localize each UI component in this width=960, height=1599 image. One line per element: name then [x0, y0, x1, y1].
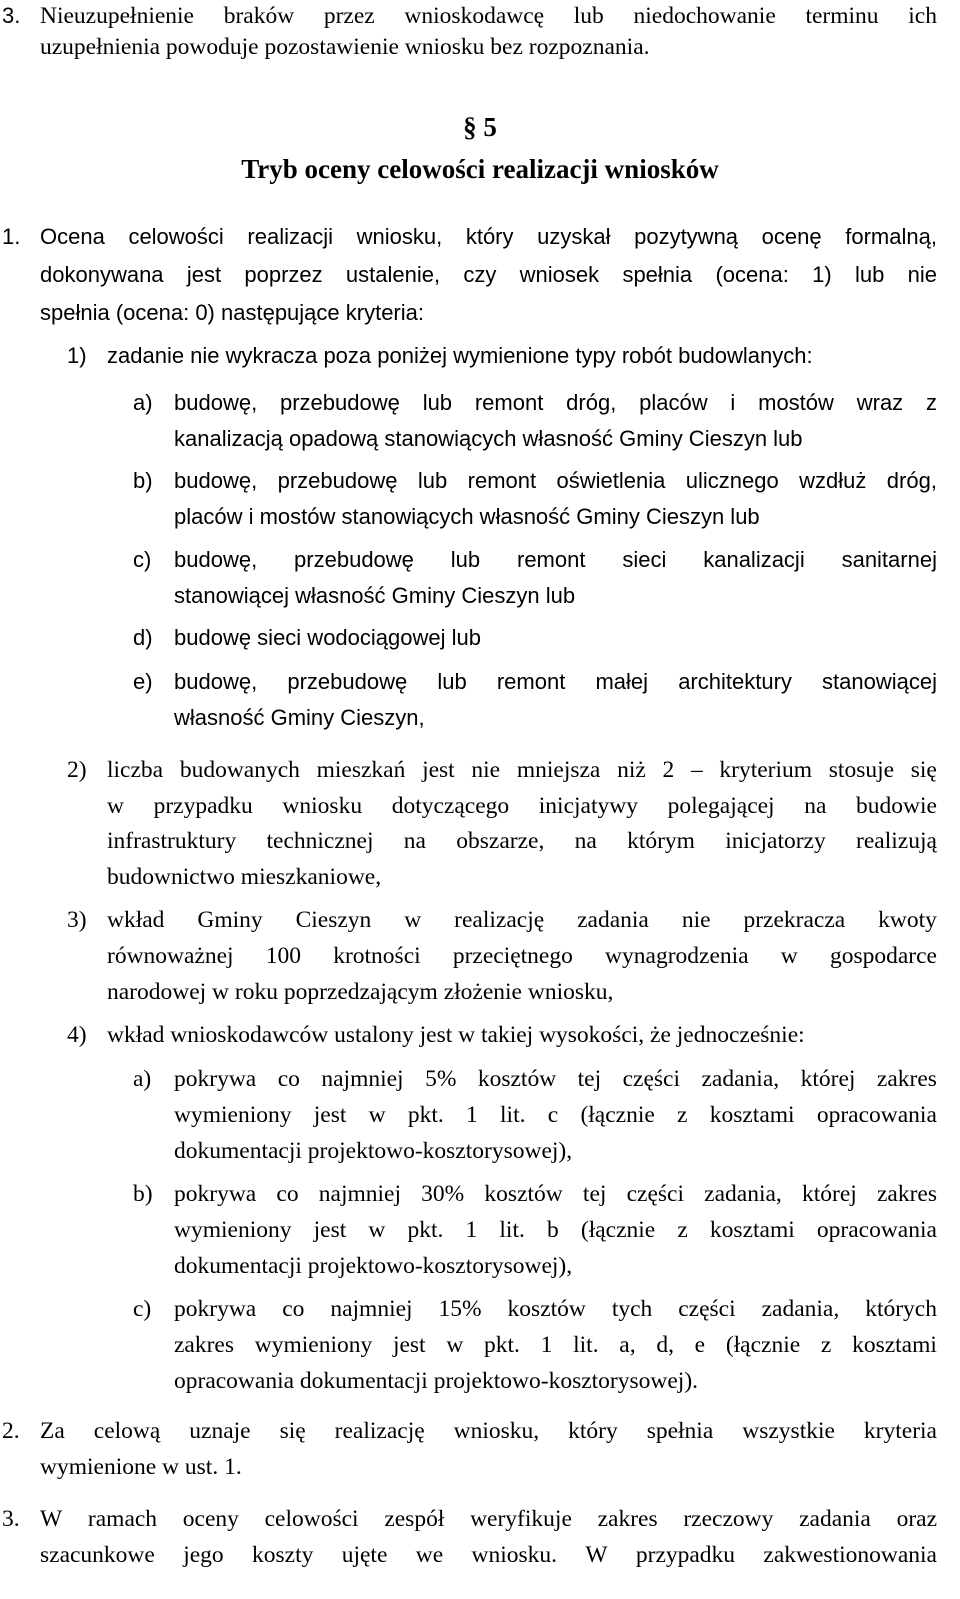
criterion-number: 1)	[67, 343, 87, 368]
justified-line: wymieniony jest w pkt. 1 lit. c (łącznie z kosztami opracowania	[174, 1102, 937, 1128]
section-number: § 5	[463, 112, 497, 142]
justified-line: infrastruktury technicznej na obszarze, na którym inicjatorzy realizują	[107, 828, 937, 854]
text-line: budownictwo mieszkaniowe,	[107, 864, 382, 890]
justified-line: W ramach oceny celowości zespół weryfikuje zakres rzeczowy zadania oraz	[40, 1506, 937, 1532]
point-number: 3.	[2, 1506, 20, 1532]
justified-line: pokrywa co najmniej 30% kosztów tej części zadania, której zakres	[174, 1181, 937, 1207]
text-line: dokumentacji projektowo-kosztorysowej),	[174, 1253, 573, 1279]
justified-line: dokonywana jest poprzez ustalenie, czy wniosek spełnia (ocena: 1) lub nie	[40, 262, 937, 287]
sub-item-mark: c)	[133, 547, 152, 572]
justified-line: budowę, przebudowę lub remont małej architektury stanowiącej	[174, 669, 937, 694]
text-line: placów i mostów stanowiących własność Gminy Cieszyn lub	[174, 504, 760, 529]
justified-line: budowę, przebudowę lub remont dróg, placów i mostów wraz z	[174, 390, 937, 415]
sub-item-mark: a)	[133, 1066, 152, 1092]
justified-line: budowę, przebudowę lub remont oświetlenia ulicznego wzdłuż dróg,	[174, 468, 937, 493]
text-line: zadanie nie wykracza poza poniżej wymienione typy robót budowlanych:	[107, 343, 813, 368]
sub-item-mark: d)	[133, 625, 153, 650]
justified-line: pokrywa co najmniej 15% kosztów tych części zadania, których	[174, 1296, 937, 1322]
text-line: stanowiącej własność Gminy Cieszyn lub	[174, 583, 576, 608]
sub-item-mark: b)	[133, 1181, 153, 1207]
text-line: budowę sieci wodociągowej lub	[174, 625, 481, 650]
sub-item-mark: e)	[133, 669, 153, 694]
justified-line: w przypadku wniosku dotyczącego inicjatywy polegającej na budowie	[107, 793, 937, 819]
justified-line: Nieuzupełnienie braków przez wnioskodawcę lub niedochowanie terminu ich	[40, 3, 937, 29]
justified-line: równoważnej 100 krotności przeciętnego wynagrodzenia w gospodarce	[107, 943, 937, 969]
justified-line: budowę, przebudowę lub remont sieci kanalizacji sanitarnej	[174, 547, 937, 572]
text-line: dokumentacji projektowo-kosztorysowej),	[174, 1138, 573, 1164]
criterion-number: 3)	[67, 907, 87, 933]
justified-line: pokrywa co najmniej 5% kosztów tej części zadania, której zakres	[174, 1066, 937, 1092]
text-line: własność Gminy Cieszyn,	[174, 705, 425, 730]
justified-line: Za celową uznaje się realizację wniosku, który spełnia wszystkie kryteria	[40, 1418, 937, 1444]
text-line: wymienione w ust. 1.	[40, 1454, 242, 1480]
justified-line: zakres wymieniony jest w pkt. 1 lit. a, d, e (łącznie z kosztami	[174, 1332, 937, 1358]
criterion-number: 2)	[67, 757, 87, 783]
sub-item-mark: a)	[133, 390, 153, 415]
text-line: narodowej w roku poprzedzającym złożenie wniosku,	[107, 979, 614, 1005]
sub-item-mark: b)	[133, 468, 153, 493]
text-line: kanalizacją opadową stanowiących własność Gminy Cieszyn lub	[174, 426, 803, 451]
section-title: Tryb oceny celowości realizacji wniosków	[241, 154, 719, 184]
justified-line: wkład Gminy Cieszyn w realizację zadania nie przekracza kwoty	[107, 907, 937, 933]
point-number: 2.	[2, 1418, 20, 1444]
justified-line: szacunkowe jego koszty ujęte we wniosku. W przypadku zakwestionowania	[40, 1542, 937, 1568]
text-line: uzupełnienia powoduje pozostawienie wniosku bez rozpoznania.	[40, 34, 650, 60]
sub-item-mark: c)	[133, 1296, 152, 1322]
text-line: wkład wnioskodawców ustalony jest w takiej wysokości, że jednocześnie:	[107, 1022, 805, 1048]
justified-line: Ocena celowości realizacji wniosku, który uzyskał pozytywną ocenę formalną,	[40, 224, 937, 249]
justified-line: wymieniony jest w pkt. 1 lit. b (łącznie z kosztami opracowania	[174, 1217, 937, 1243]
text-line: opracowania dokumentacji projektowo-kosztorysowej).	[174, 1368, 699, 1394]
criterion-number: 4)	[67, 1022, 87, 1048]
point-number: 3.	[2, 3, 21, 28]
justified-line: liczba budowanych mieszkań jest nie mniejsza niż 2 – kryterium stosuje się	[107, 757, 937, 783]
text-line: spełnia (ocena: 0) następujące kryteria:	[40, 300, 424, 325]
point-number: 1.	[2, 224, 21, 249]
